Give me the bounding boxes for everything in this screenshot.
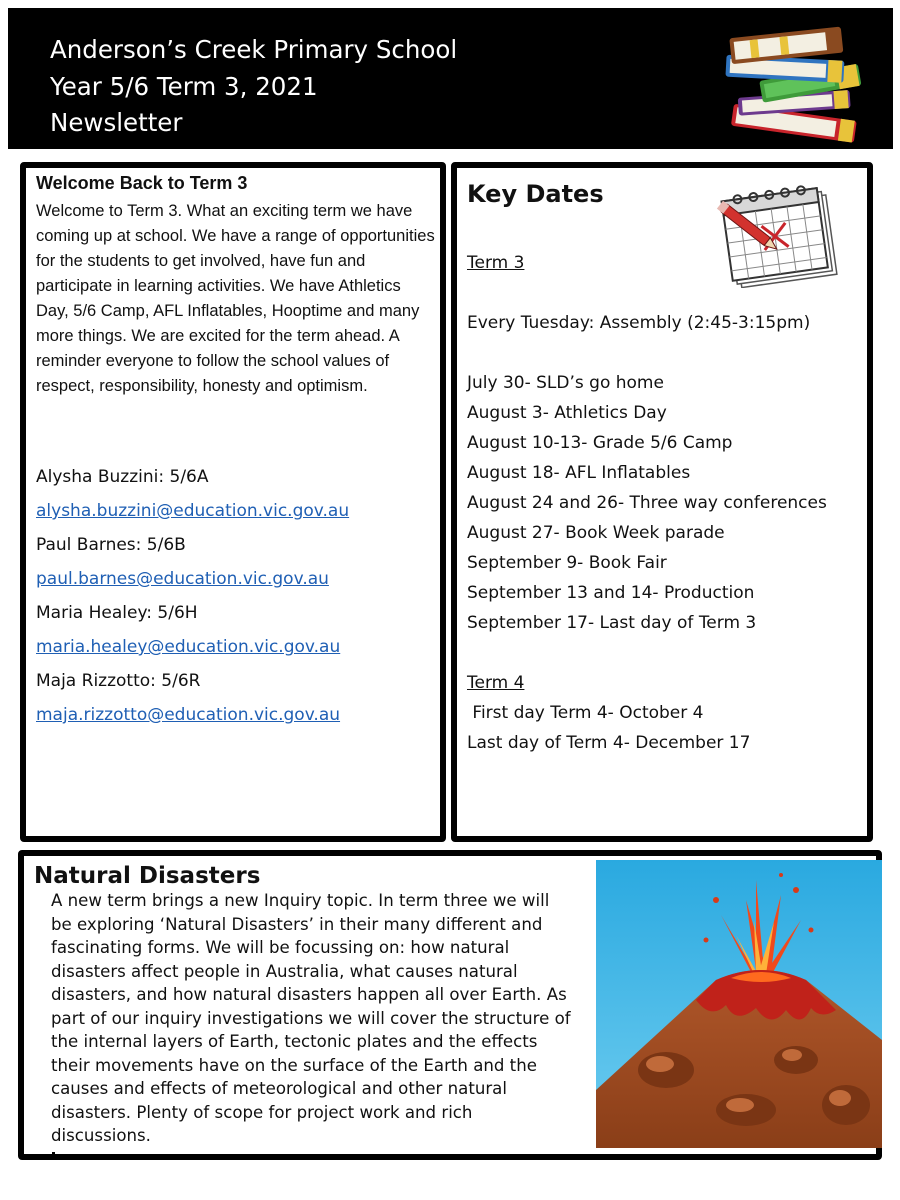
header-title	[50, 32, 457, 142]
natural-disasters-title: Natural Disasters	[34, 863, 261, 889]
erupting-volcano-illustration	[596, 860, 882, 1148]
natural-disasters-panel	[18, 850, 882, 1160]
newsletter-label: Newsletter	[50, 108, 183, 137]
key-date-item: July 30- SLD’s go home	[467, 373, 664, 393]
teacher-name: Maria Healey: 5/6H	[36, 603, 198, 623]
teacher-email-link[interactable]: maja.rizzotto@education.vic.gov.au	[36, 705, 341, 725]
school-name: Anderson’s Creek Primary School	[50, 35, 458, 64]
welcome-title: Welcome Back to Term 3	[36, 173, 248, 193]
key-date-item: September 9- Book Fair	[467, 553, 667, 573]
key-date-item: First day Term 4- October 4	[467, 703, 704, 723]
key-date-item: August 27- Book Week parade	[467, 523, 725, 543]
key-dates-title: Key Dates	[467, 180, 604, 208]
teacher-name: Alysha Buzzini: 5/6A	[36, 467, 209, 487]
teacher-email-link[interactable]: maria.healey@education.vic.gov.au	[36, 637, 341, 657]
term-line: Year 5/6 Term 3, 2021	[50, 71, 318, 101]
key-date-item: August 3- Athletics Day	[467, 403, 667, 423]
term3-heading: Term 3	[467, 253, 525, 273]
teacher-contacts	[36, 460, 349, 732]
key-date-item: August 18- AFL Inflatables	[467, 463, 691, 483]
key-date-item: September 17- Last day of Term 3	[467, 613, 757, 633]
teacher-email-link[interactable]: paul.barnes@education.vic.gov.au	[36, 569, 329, 589]
newsletter-header	[8, 8, 893, 149]
welcome-body: Welcome to Term 3. What an exciting term we have coming up at school. We have a range of opportunities for the students to get involved, have fun and participate in learning activities. We have Athletics Day, 5/6 Camp, AFL Inflatables, Hooptime and many more things. We are excited for the term ahead. A reminder everyone to follow the school values of respect, responsibility, honesty and optimism.	[36, 202, 435, 395]
teacher-name: Maja Rizzotto: 5/6R	[36, 671, 201, 691]
teacher-name: Paul Barnes: 5/6B	[36, 535, 186, 555]
term4-heading: Term 4	[467, 673, 525, 693]
key-date-item: August 10-13- Grade 5/6 Camp	[467, 433, 733, 453]
stack-of-books-icon	[720, 22, 865, 146]
key-dates-panel	[451, 162, 873, 842]
teacher-email-link[interactable]: alysha.buzzini@education.vic.gov.au	[36, 501, 350, 521]
natural-disasters-body: A new term brings a new Inquiry topic. In term three we will be exploring ‘Natural Disasters’ in their many different and fascinating forms. We will be focussing on: how natural disasters affect people in Australia, what causes natural disasters, and how natural disasters happen all over Earth. As part of our inquiry investigations we will cover the structure of the internal layers of Earth, tectonic plates and the effects their movements have on the surface of the Earth and the causes and effects of meteorological and other natural disasters. Plenty of scope for project work and rich discussions.	[51, 891, 571, 1145]
welcome-panel	[20, 162, 446, 842]
key-date-item: September 13 and 14- Production	[467, 583, 755, 603]
calendar-icon	[713, 184, 843, 288]
key-date-item: Last day of Term 4- December 17	[467, 733, 751, 753]
key-date-item: August 24 and 26- Three way conferences	[467, 493, 827, 513]
stray-dot	[52, 1152, 55, 1155]
assembly-date: Every Tuesday: Assembly (2:45-3:15pm)	[467, 313, 811, 333]
